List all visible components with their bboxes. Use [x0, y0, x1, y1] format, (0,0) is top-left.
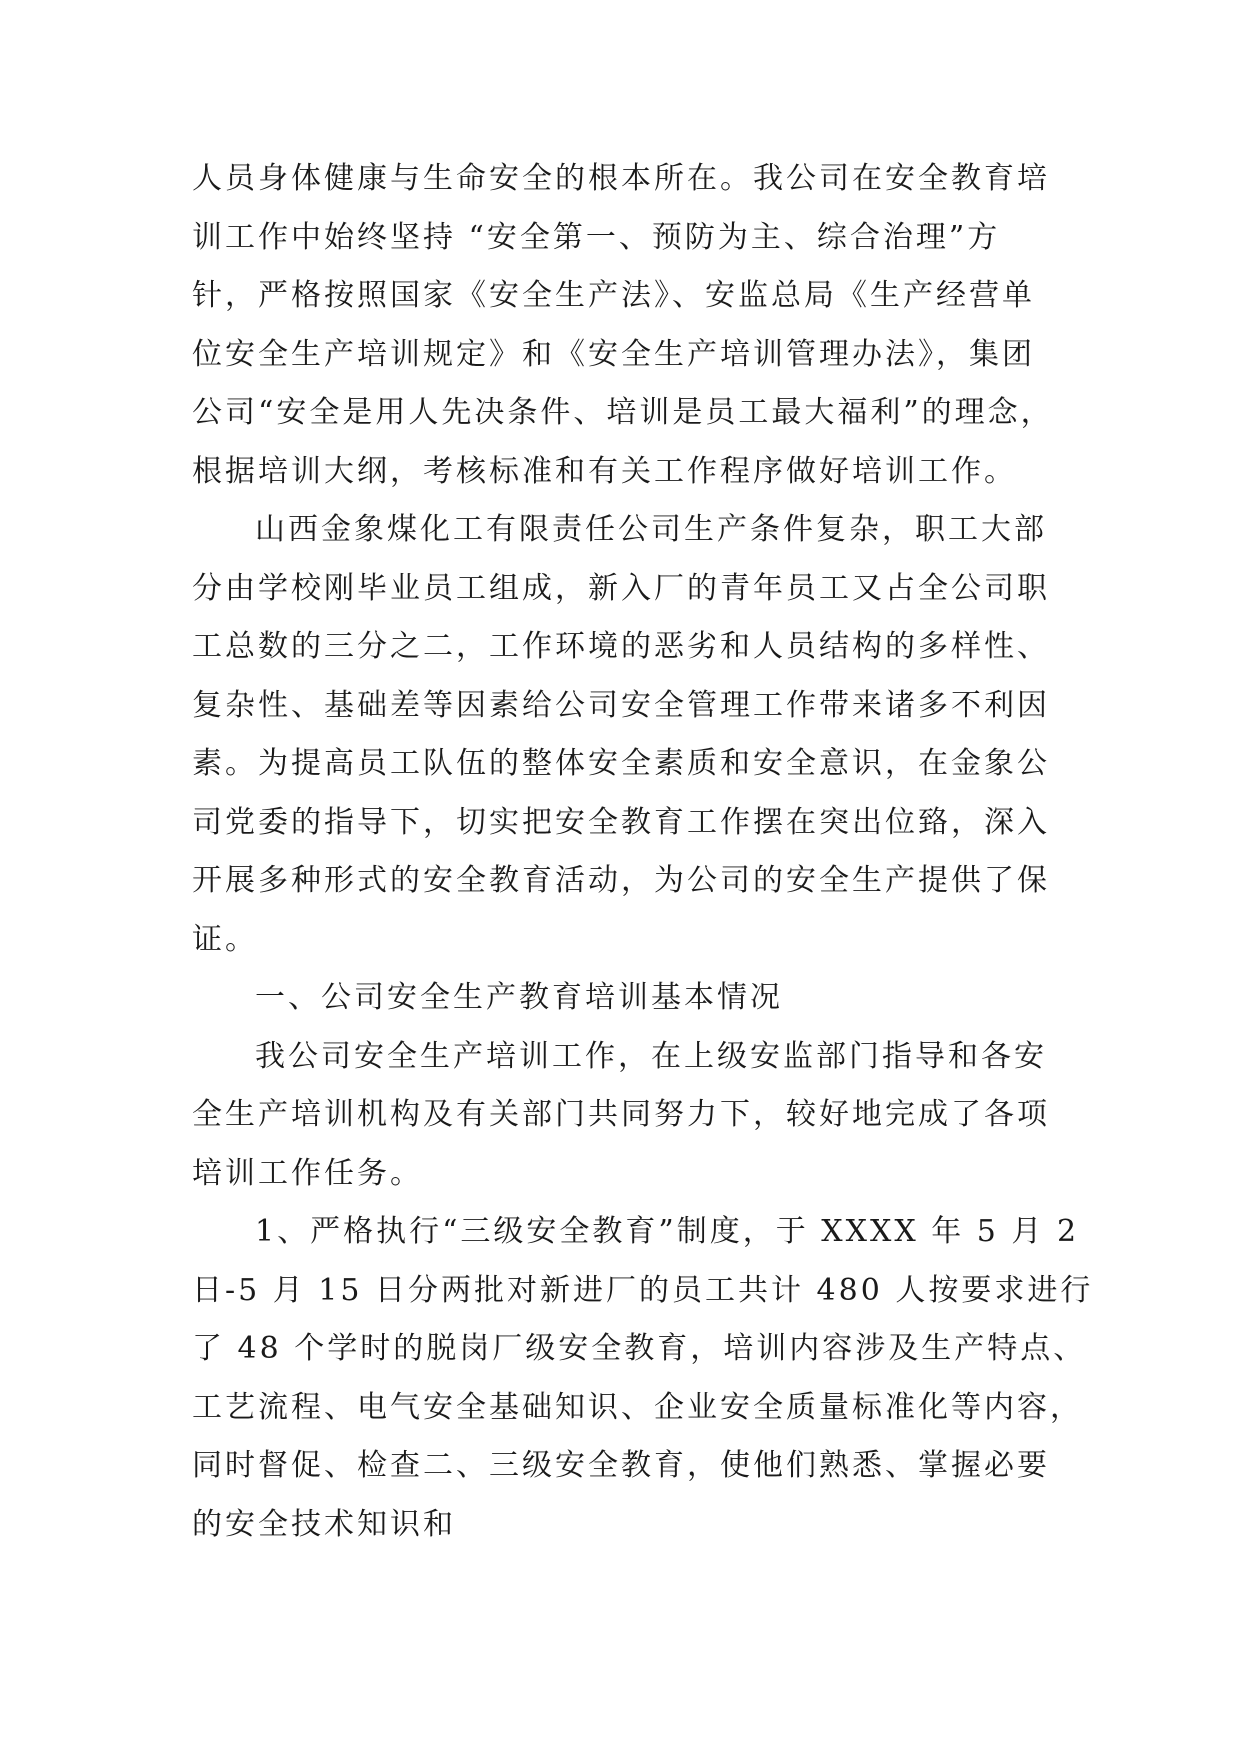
- paragraph-start-line: 山西金象煤化工有限责任公司生产条件复杂，职工大部: [255, 512, 1047, 547]
- body-text: [192, 150, 1094, 1554]
- text-line: 人员身体健康与生命安全的根本所在。我公司在安全教育培: [192, 161, 1050, 196]
- text-line: 位安全生产培训规定》和《安全生产培训管理办法》，集团: [192, 336, 1035, 372]
- text-line: 公司“安全是用人先决条件、培训是员工最大福利”的理念，: [192, 395, 1054, 430]
- text-line: 分由学校刚毕业员工组成，新入厂的青年员工又占全公司职: [192, 570, 1050, 606]
- text-line: 证。: [192, 921, 258, 957]
- text-line: 复杂性、基础差等因素给公司安全管理工作带来诸多不利因: [192, 687, 1050, 723]
- text-line: 司党委的指导下，切实把安全教育工作摆在突出位臵，深入: [192, 804, 1050, 840]
- text-line: 训工作中始终坚持 “安全第一、预防为主、综合治理”方: [192, 219, 1001, 255]
- paragraph-start-line: 我公司安全生产培训工作，在上级安监部门指导和各安: [255, 1038, 1047, 1074]
- text-line: 针，严格按照国家《安全生产法》、安监总局《生产经营单: [192, 278, 1035, 313]
- text-line: 同时督促、检查二、三级安全教育，使他们熟悉、掌握必要: [192, 1448, 1050, 1483]
- text-line: 素。为提高员工队伍的整体安全素质和安全意识，在金象公: [192, 746, 1050, 781]
- text-line: 全生产培训机构及有关部门共同努力下，较好地完成了各项: [192, 1097, 1050, 1132]
- text-line: 工艺流程、电气安全基础知识、企业安全质量标准化等内容，: [192, 1389, 1083, 1425]
- section-heading: 一、公司安全生产教育培训基本情况: [255, 980, 783, 1015]
- text-line: 培训工作任务。: [192, 1155, 423, 1191]
- text-line: 开展多种形式的安全教育活动，为公司的安全生产提供了保: [192, 863, 1050, 898]
- list-item-start-line: 1、严格执行“三级安全教育”制度，于 XXXX 年 5 月 2: [255, 1214, 1080, 1249]
- text-line: 日-5 月 15 日分两批对新进厂的员工共计 480 人按要求进行: [192, 1272, 1094, 1308]
- text-line: 了 48 个学时的脱岗厂级安全教育，培训内容涉及生产特点、: [192, 1331, 1087, 1366]
- text-line: 工总数的三分之二，工作环境的恶劣和人员结构的多样性、: [192, 629, 1050, 664]
- text-line: 根据培训大纲，考核标准和有关工作程序做好培训工作。: [192, 453, 1017, 489]
- text-line: 的安全技术知识和: [192, 1506, 456, 1542]
